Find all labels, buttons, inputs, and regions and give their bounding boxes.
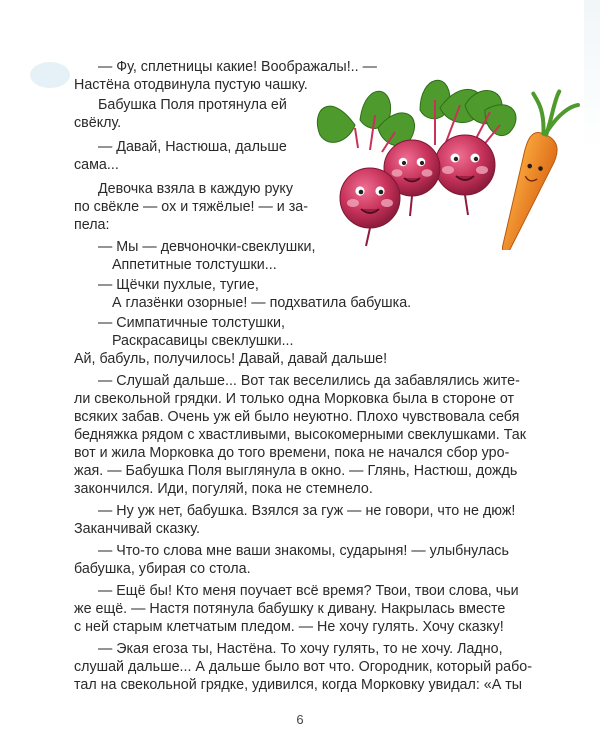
text-line: Заканчивай сказку. <box>74 521 200 537</box>
text-line: — Что-то слова мне ваши знакомы, сударыня! — улыбнулась <box>98 543 509 559</box>
beet-left <box>340 168 400 246</box>
text-line: закончился. Иди, погуляй, пока не стемнело. <box>74 481 373 497</box>
text-line: всяких забав. Очень уж ей было неуютно. Плохо чувствовала себя <box>74 409 520 425</box>
text-line: Бабушка Поля протянула ей <box>98 97 287 113</box>
text-line: — Щёчки пухлые, тугие, <box>98 277 259 293</box>
text-line: — Фу, сплетницы какие! Воображалы!.. — <box>98 59 377 75</box>
text-line: — Экая егоза ты, Настёна. То хочу гулять, то не хочу. Ладно, <box>98 641 503 657</box>
text-line: — Ещё бы! Кто меня поучает всё время? Твои, твои слова, чьи <box>98 583 519 599</box>
text-line: жая. — Бабушка Поля выглянула в окно. — Глянь, Настюш, дождь <box>74 463 518 479</box>
text-line: тал на свекольной грядке, удивился, когда Морковку увидал: «А ты <box>74 677 523 693</box>
text-line: А глазёнки озорные! — подхватила бабушка. <box>112 295 412 311</box>
text-line: вот и жила Морковка до того времени, пока не начался сбор уро- <box>74 445 510 461</box>
page-corner-decoration <box>30 62 70 88</box>
text-line: — Симпатичные толстушки, <box>98 315 285 331</box>
text-line: ли свекольной грядки. И только одна Морковка была в стороне от <box>74 391 515 407</box>
text-line: свёклу. <box>74 115 122 131</box>
text-line: слушай дальше... А дальше было вот что. Огородник, который рабо- <box>74 659 532 675</box>
page-number: 6 <box>296 712 304 727</box>
text-line: бабушка, убирая со стола. <box>74 561 251 577</box>
text-line: с ней старым клетчатым пледом. — Не хочу гулять. Хочу сказку! <box>74 619 504 635</box>
beet-right <box>435 135 495 215</box>
beets-and-carrot-illustration <box>300 70 600 250</box>
text-line: Раскрасавицы свеклушки... <box>112 333 294 349</box>
text-line: бедняжка рядом с хвастливыми, высокомерными свеклушками. Так <box>74 427 526 443</box>
text-line: пела: <box>74 217 110 233</box>
text-line: Настёна отодвинула пустую чашку. <box>74 77 308 93</box>
text-line: Девочка взяла в каждую руку <box>98 181 293 197</box>
beet-leaves <box>317 80 516 145</box>
text-line: — Мы — девчоночки-свеклушки, <box>98 239 316 255</box>
text-line: — Слушай дальше... Вот так веселились да забавлялись жите- <box>98 373 520 389</box>
text-line: — Ну уж нет, бабушка. Взялся за гуж — не говори, что не дюж! <box>98 503 516 519</box>
text-line: же ещё. — Настя потянула бабушку к дивану. Накрылась вместе <box>74 601 506 617</box>
text-line: сама... <box>74 157 119 173</box>
text-line: — Давай, Настюша, дальше <box>98 139 287 155</box>
text-line: по свёкле — ох и тяжёлые! — и за- <box>74 199 308 215</box>
text-line: Аппетитные толстушки... <box>112 257 277 273</box>
text-line: Ай, бабуль, получилось! Давай, давай дальше! <box>74 351 388 367</box>
